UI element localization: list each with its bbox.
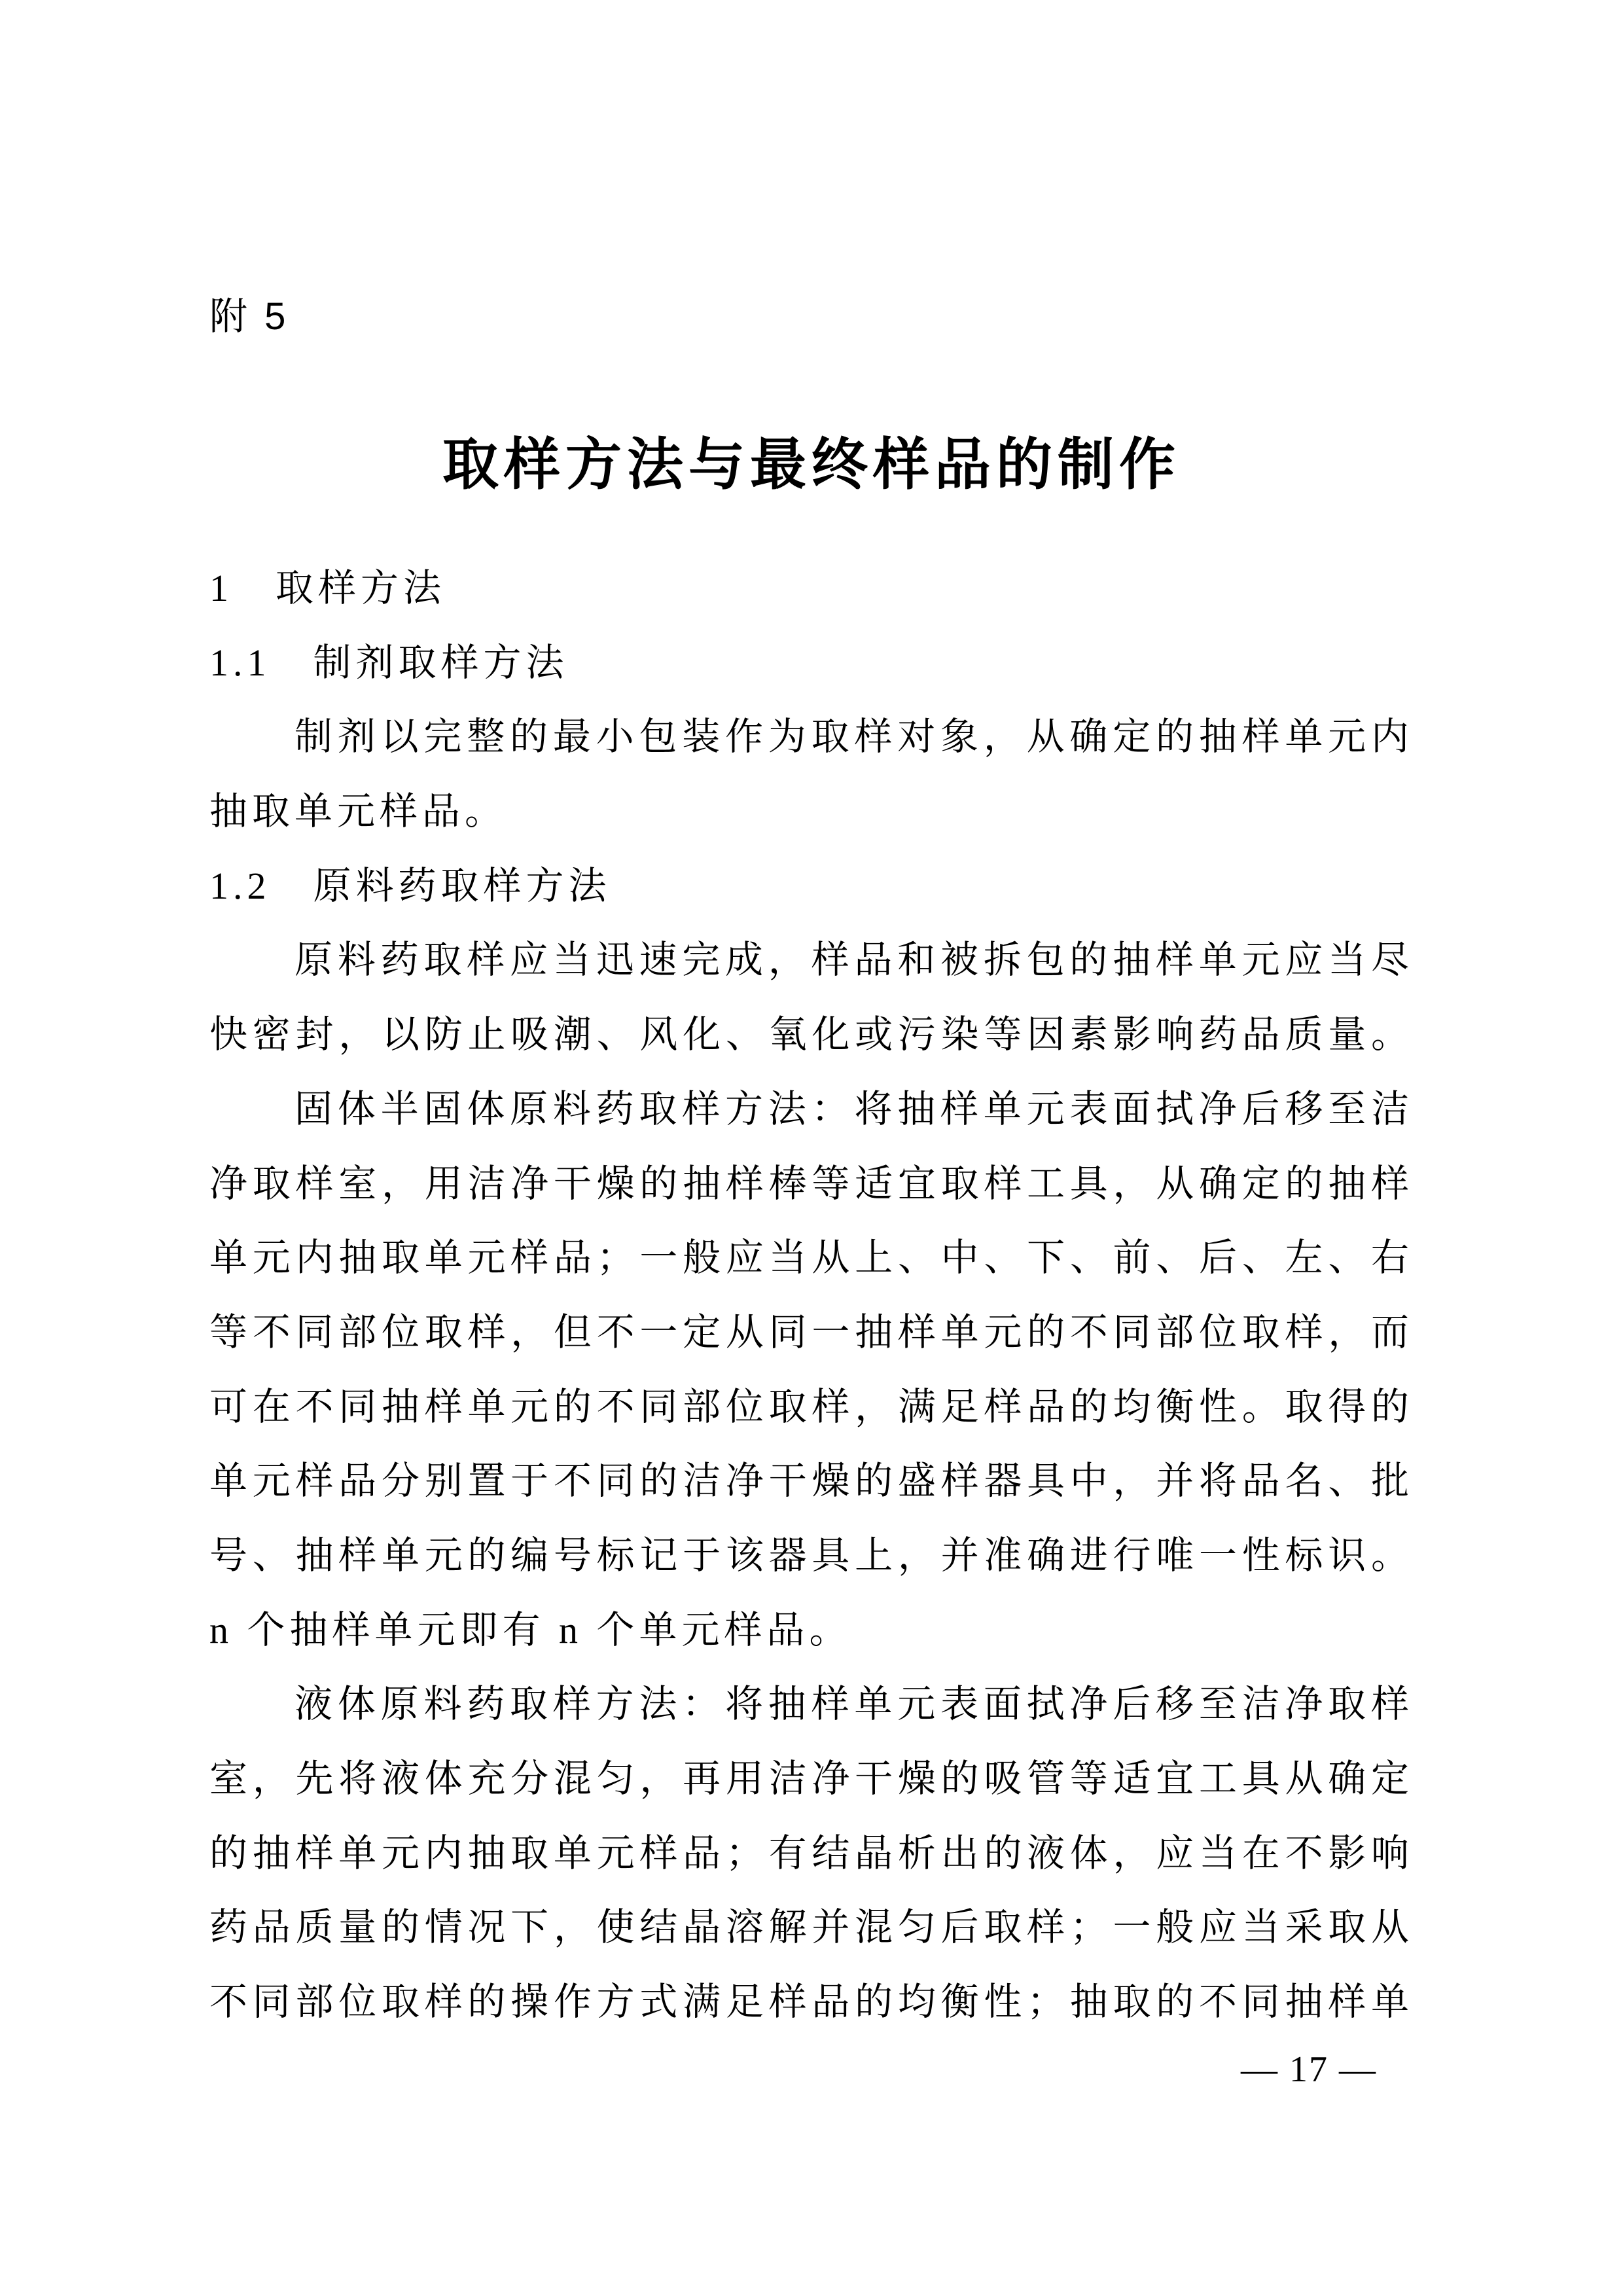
text-line: n 个抽样单元即有 n 个单元样品。	[209, 1608, 852, 1651]
text-line: 1.1 制剂取样方法	[209, 641, 569, 684]
document-body	[209, 551, 1414, 2039]
text-line: 1.2 原料药取样方法	[209, 864, 611, 907]
attachment-label: 附 5	[209, 295, 289, 338]
text-line: 液体原料药取样方法：将抽样单元表面拭净后移至洁净取样	[294, 1683, 1414, 1726]
text-line: 原料药取样应当迅速完成，样品和被拆包的抽样单元应当尽	[294, 939, 1414, 982]
text-line: 1 取样方法	[209, 567, 446, 609]
text-line: 制剂以完整的最小包装作为取样对象，从确定的抽样单元内	[294, 715, 1414, 759]
text-line: 等不同部位取样，但不一定从同一抽样单元的不同部位取样，而	[209, 1310, 1414, 1354]
text-line: 药品质量的情况下，使结晶溶解并混匀后取样；一般应当采取从	[209, 1906, 1414, 1949]
text-line: 抽取单元样品。	[209, 790, 508, 833]
page-number: — 17 —	[1241, 2049, 1377, 2090]
text-line: 号、抽样单元的编号标记于该器具上，并准确进行唯一性标识。	[209, 1534, 1414, 1577]
text-line: 单元内抽取单元样品；一般应当从上、中、下、前、后、左、右	[209, 1236, 1414, 1280]
text-line: 净取样室，用洁净干燥的抽样棒等适宜取样工具，从确定的抽样	[209, 1162, 1414, 1205]
page-title: 取样方法与最终样品的制作	[442, 433, 1181, 496]
text-line: 可在不同抽样单元的不同部位取样，满足样品的均衡性。取得的	[209, 1385, 1414, 1428]
text-line: 的抽样单元内抽取单元样品；有结晶析出的液体，应当在不影响	[209, 1831, 1414, 1874]
text-line: 单元样品分别置于不同的洁净干燥的盛样器具中，并将品名、批	[209, 1460, 1414, 1503]
text-line: 快密封，以防止吸潮、风化、氧化或污染等因素影响药品质量。	[209, 1013, 1414, 1056]
text-line: 固体半固体原料药取样方法：将抽样单元表面拭净后移至洁	[294, 1087, 1414, 1130]
text-line: 室，先将液体充分混匀，再用洁净干燥的吸管等适宜工具从确定	[209, 1757, 1414, 1800]
text-line: 不同部位取样的操作方式满足样品的均衡性；抽取的不同抽样单	[209, 1981, 1414, 2024]
